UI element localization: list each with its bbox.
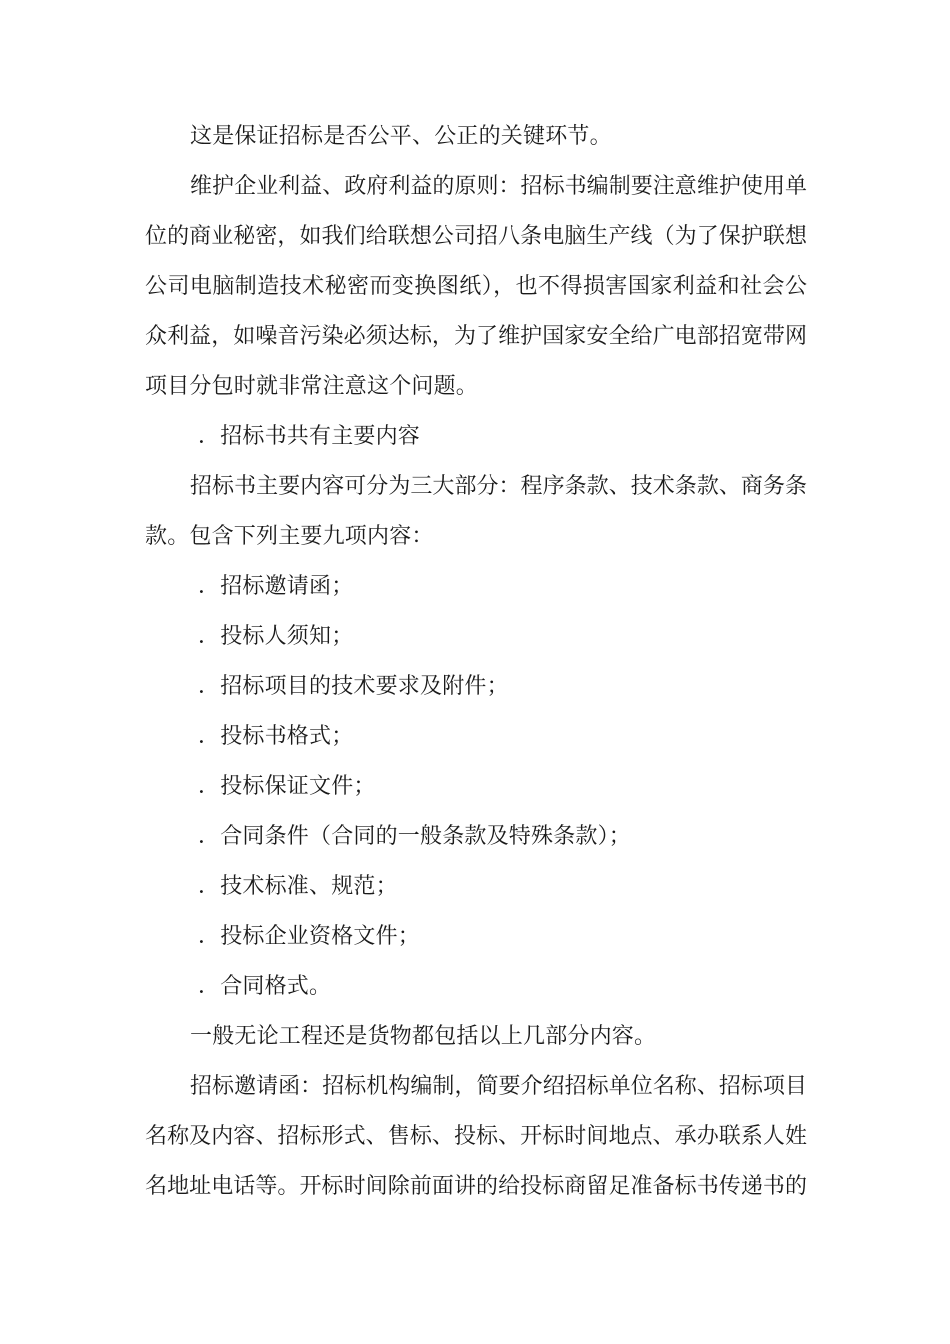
paragraph-line: 名地址电话等。开标时间除前面讲的给投标商留足准备标书传递书的 — [145, 1174, 807, 1199]
list-item: ．投标保证文件； — [198, 774, 376, 799]
paragraph-line: 位的商业秘密，如我们给联想公司招八条电脑生产线（为了保护联想 — [145, 224, 807, 249]
paragraph-line: 公司电脑制造技术秘密而变换图纸），也不得损害国家利益和社会公 — [145, 274, 807, 299]
list-item: ．招标项目的技术要求及附件； — [198, 674, 509, 699]
paragraph-line: 一般无论工程还是货物都包括以上几部分内容。 — [190, 1024, 657, 1049]
list-item: ．合同条件（合同的一般条款及特殊条款）； — [198, 824, 632, 849]
paragraph-line: 招标书主要内容可分为三大部分：程序条款、技术条款、商务条 — [190, 474, 807, 499]
paragraph-line: 项目分包时就非常注意这个问题。 — [145, 374, 479, 399]
list-item: ．投标书格式； — [198, 724, 354, 749]
paragraph-line: 款。包含下列主要九项内容： — [145, 524, 434, 549]
paragraph-line: 众利益，如噪音污染必须达标，为了维护国家安全给广电部招宽带网 — [145, 324, 807, 349]
list-item: ．技术标准、规范； — [198, 874, 398, 899]
paragraph-line: 招标邀请函：招标机构编制，简要介绍招标单位名称、招标项目 — [190, 1074, 807, 1099]
paragraph-line: 名称及内容、招标形式、售标、投标、开标时间地点、承办联系人姓 — [145, 1124, 807, 1149]
section-heading: ．招标书共有主要内容 — [198, 424, 421, 449]
paragraph-line: 这是保证招标是否公平、公正的关键环节。 — [190, 124, 612, 149]
list-item: ．合同格式。 — [198, 974, 332, 999]
paragraph-line: 维护企业利益、政府利益的原则：招标书编制要注意维护使用单 — [190, 174, 807, 199]
list-item: ．招标邀请函； — [198, 574, 354, 599]
list-item: ．投标企业资格文件； — [198, 924, 421, 949]
list-item: ．投标人须知； — [198, 624, 354, 649]
